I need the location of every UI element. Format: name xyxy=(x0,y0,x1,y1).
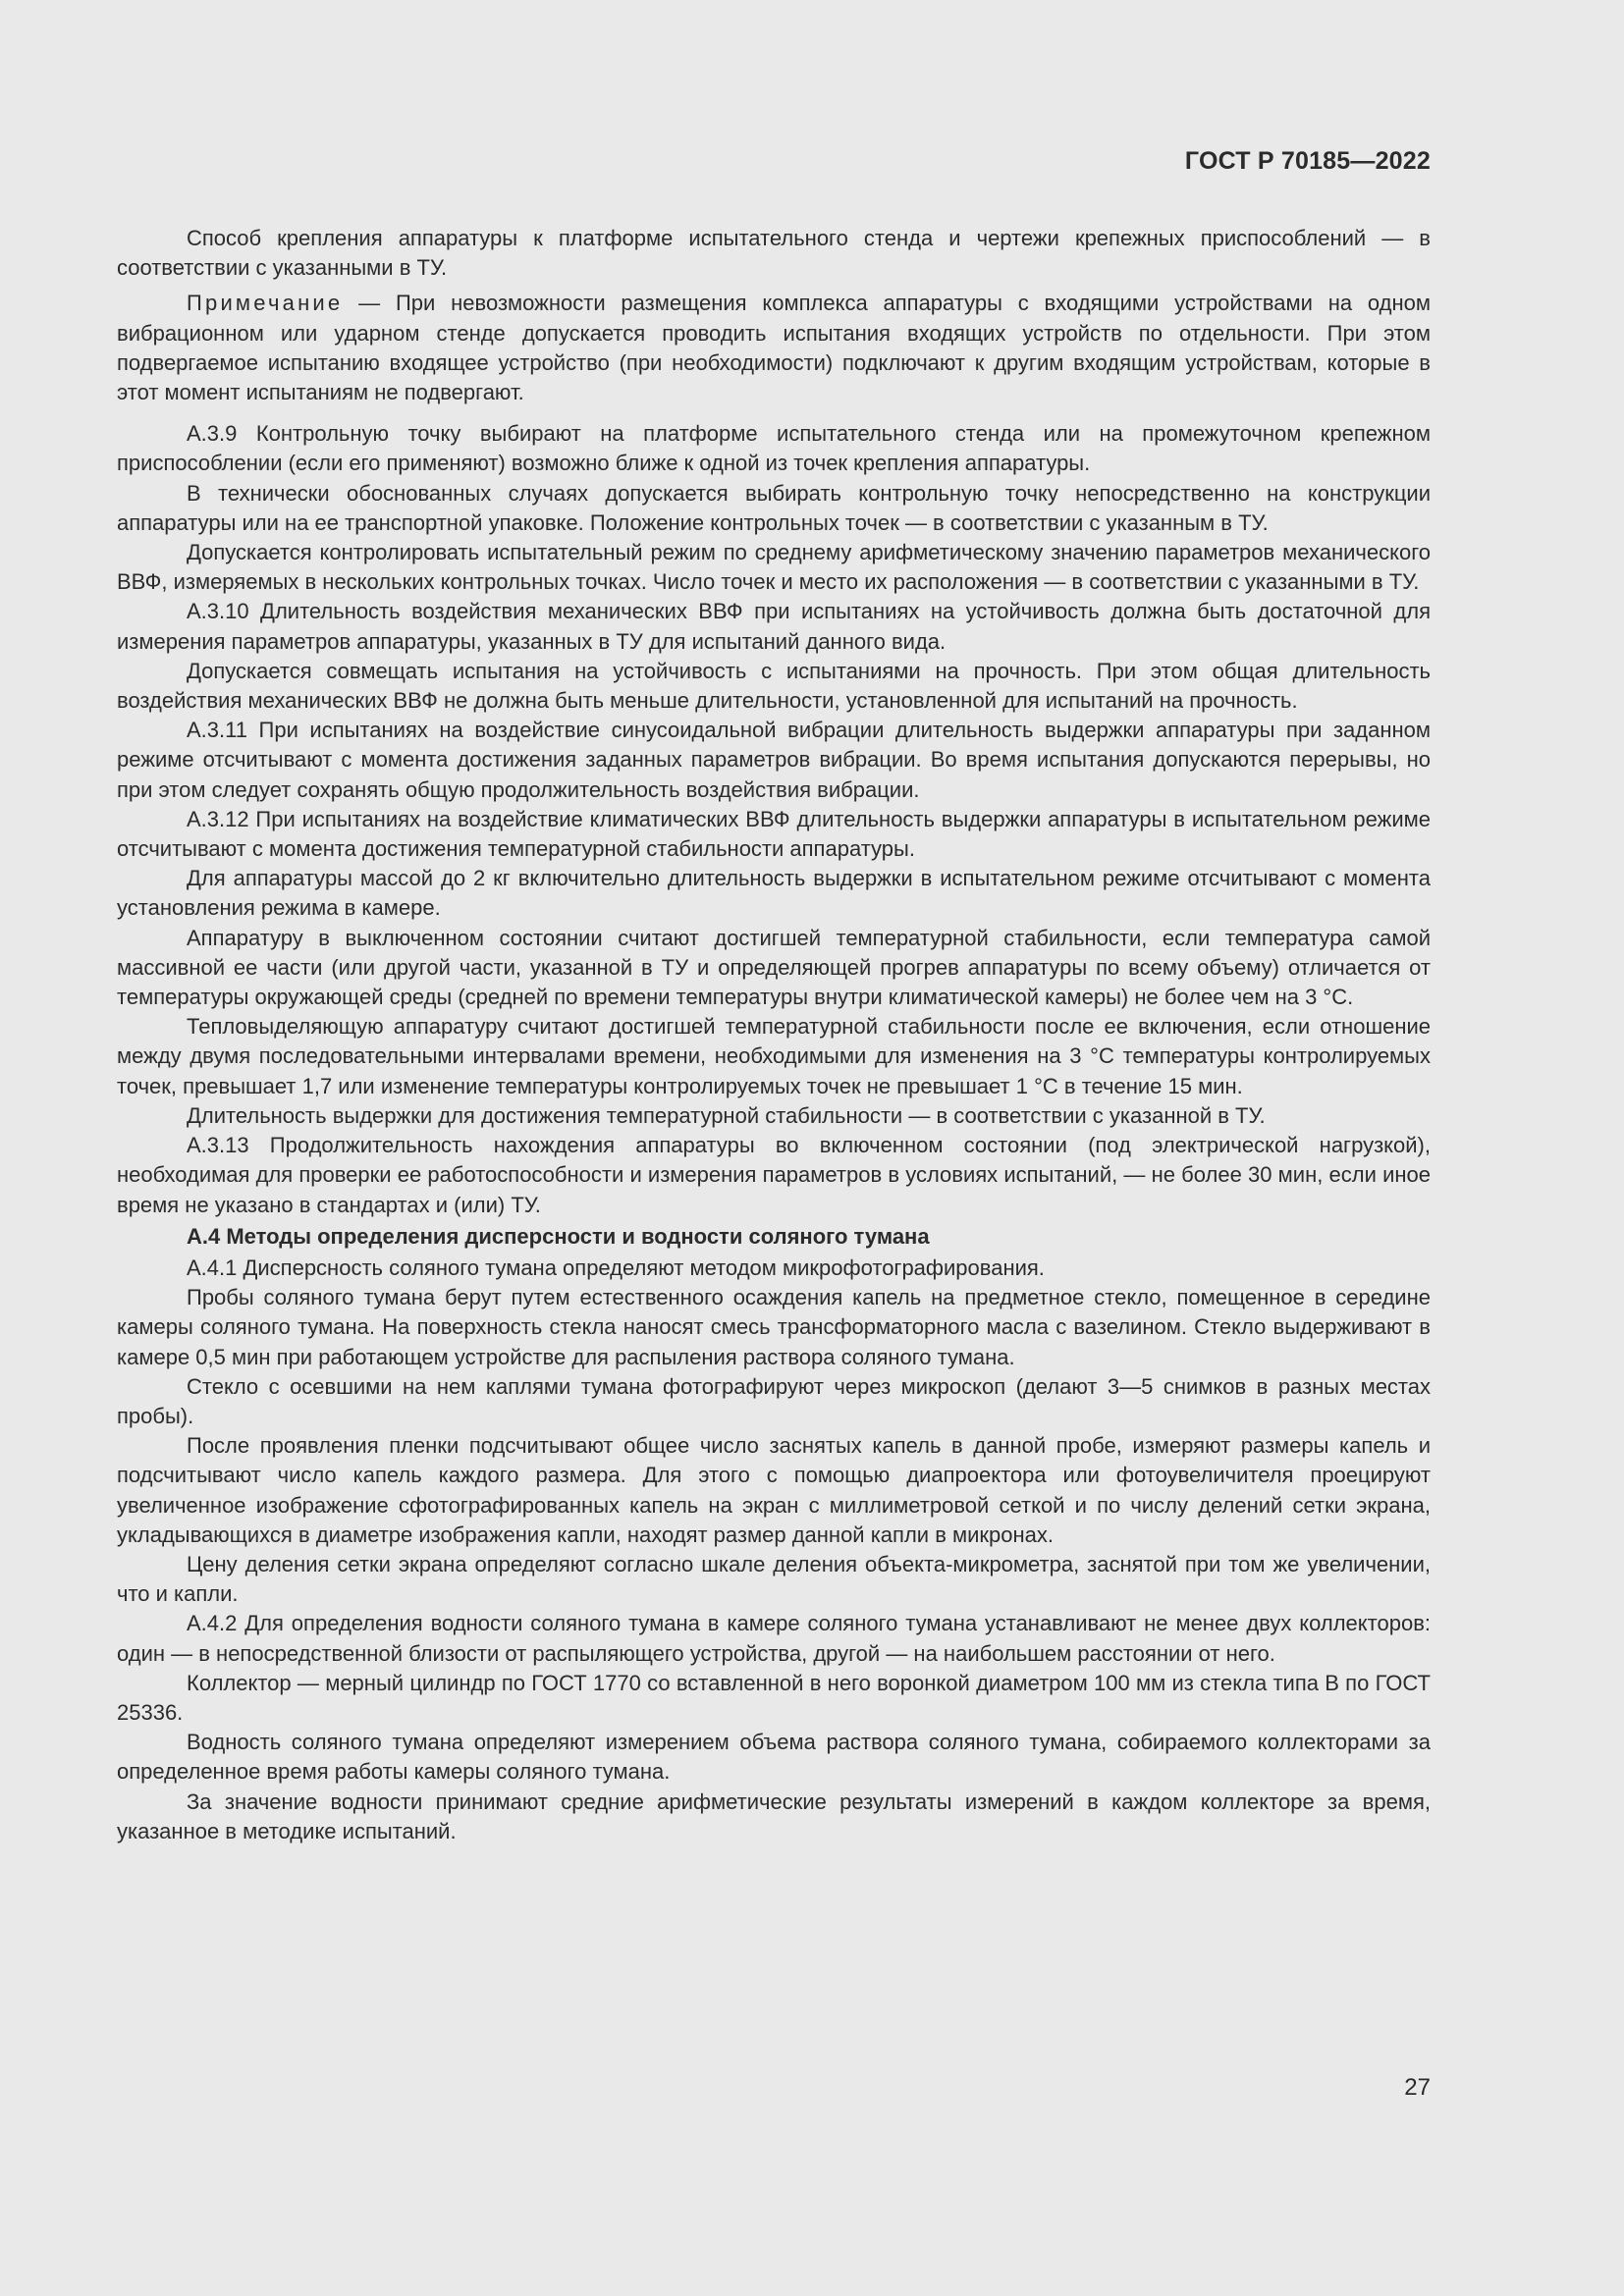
clause-a4-2: А.4.2 Для определения водности соляного тумана в камере соляного тумана устанавливают не менее двух коллекторов: один — в непосредственной близости от распыляющего устройства, другой — на наибольшем расстоянии от него. xyxy=(117,1611,1431,1666)
clause-a4-1-paragraph-5: Цену деления сетки экрана определяют согласно шкале деления объекта-микрометра, заснятой при том же увеличении, что и капли. xyxy=(117,1551,1431,1607)
note-label: Примечание xyxy=(187,291,344,316)
clause-a3-11: А.3.11 При испытаниях на воздействие синусоидальной вибрации длительность выдержки аппаратуры при заданном режиме отсчитывают с момента достижения заданных параметров вибрации. Во время испытания допускаются перерывы, но при этом следует сохранять общую продолжительность воздействия вибрации. xyxy=(117,718,1431,802)
section-a4-heading: А.4 Методы определения дисперсности и водности соляного тумана xyxy=(187,1223,930,1249)
clause-a4-1-paragraph-2: Пробы соляного тумана берут путем естественного осаждения капель на предметное стекло, помещенное в середине камеры соляного тумана. На поверхность стекла наносят смесь трансформаторного масла с вазелином. Стекло выдерживают в камере 0,5 мин при работающем устройстве для распыления раствора соляного тумана. xyxy=(117,1285,1431,1369)
clause-a4-1-paragraph-4: После проявления пленки подсчитывают общее число заснятых капель в данной пробе, измеряют размеры капель и подсчитывают число капель каждого размера. Для этого с помощью диапроектора или фотоувеличителя проецируют увеличенное изображение сфотографированных капель на экран с миллиметровой сеткой и по числу делений сетки экрана, укладывающихся в диаметре изображения капли, находят размер данной капли в микронах. xyxy=(117,1433,1431,1547)
mounting-paragraph: Способ крепления аппаратуры к платформе испытательного стенда и чертежи крепежных приспособлений — в соответствии с указанными в ТУ. xyxy=(117,226,1431,281)
clause-a3-12-paragraph-3: Аппаратуру в выключенном состоянии считают достигшей температурной стабильности, если температура самой массивной ее части (или другой части, указанной в ТУ и определяющей прогрев аппаратуры по всему объему) отличается от температуры окружающей среды (средней по времени температуры внутри климатической камеры) не более чем на 3 °С. xyxy=(117,925,1431,1010)
page-number: 27 xyxy=(1404,2074,1431,2101)
clause-a3-10: А.3.10 Длительность воздействия механических ВВФ при испытаниях на устойчивость должна быть достаточной для измерения параметров аппаратуры, указанных в ТУ для испытаний данного вида. xyxy=(117,599,1431,654)
document-id-header: ГОСТ Р 70185—2022 xyxy=(1184,147,1431,175)
note-paragraph xyxy=(117,289,1431,407)
clause-a3-12-paragraph-2: Для аппаратуры массой до 2 кг включительно длительность выдержки в испытательном режиме отсчитывают с момента установления режима в камере. xyxy=(117,866,1431,921)
clause-a3-12-paragraph-4: Тепловыделяющую аппаратуру считают достигшей температурной стабильности после ее включения, если отношение между двумя последовательными интервалами времени, необходимыми для изменения на 3 °С температуры контролируемых точек, превышает 1,7 или изменение температуры контролируемых точек не превышает 1 °С в течение 15 мин. xyxy=(117,1014,1431,1098)
clause-a4-2-paragraph-4: За значение водности принимают средние арифметические результаты измерений в каждом коллекторе за время, указанное в методике испытаний. xyxy=(117,1789,1431,1843)
clause-a3-9: А.3.9 Контрольную точку выбирают на платформе испытательного стенда или на промежуточном крепежном приспособлении (если его применяют) возможно ближе к одной из точек крепления аппаратуры. xyxy=(117,421,1431,476)
clause-a3-13: А.3.13 Продолжительность нахождения аппаратуры во включенном состоянии (под электрической нагрузкой), необходимая для проверки ее работоспособности и измерения параметров в условиях испытаний, — не более 30 мин, если иное время не указано в стандартах и (или) ТУ. xyxy=(117,1133,1431,1217)
clause-a3-10-paragraph-2: Допускается совмещать испытания на устойчивость с испытаниями на прочность. При этом общая длительность воздействия механических ВВФ не должна быть меньше длительности, установленной для испытаний на прочность. xyxy=(117,658,1431,714)
clause-a4-2-paragraph-2: Коллектор — мерный цилиндр по ГОСТ 1770 со вставленной в него воронкой диаметром 100 мм из стекла типа В по ГОСТ 25336. xyxy=(117,1670,1431,1725)
clause-a4-1-paragraph-3: Стекло с осевшими на нем каплями тумана фотографируют через микроскоп (делают 3—5 снимков в разных местах пробы). xyxy=(117,1373,1431,1428)
document-body xyxy=(117,224,1431,1846)
clause-a3-9-paragraph-2: В технически обоснованных случаях допускается выбирать контрольную точку непосредственно на конструкции аппаратуры или на ее транспортной упаковке. Положение контрольных точек — в соответствии с указанным в ТУ. xyxy=(117,480,1431,535)
clause-a4-2-paragraph-3: Водность соляного тумана определяют измерением объема раствора соляного тумана, собираемого коллекторами за определенное время работы камеры соляного тумана. xyxy=(117,1730,1431,1785)
control-averaging-paragraph: Допускается контролировать испытательный режим по среднему арифметическому значению параметров механического ВВФ, измеряемых в нескольких контрольных точках. Число точек и место их расположения — в соответствии с указанными в ТУ. xyxy=(117,540,1431,595)
clause-a3-12-paragraph-5: Длительность выдержки для достижения температурной стабильности — в соответствии с указанной в ТУ. xyxy=(187,1102,1266,1128)
clause-a4-1: А.4.1 Дисперсность соляного тумана определяют методом микрофотографирования. xyxy=(187,1255,1045,1280)
note-text: — При невозможности размещения комплекса аппаратуры с входящими устройствами на одном вибрационном или ударном стенде допускается проводить испытания входящих устройств по отдельности. При этом подвергаемое испытанию входящее устройство (при необходимости) подключают к другим входящим устройствам, которые в этот момент испытаниям не подвергают. xyxy=(117,291,1431,405)
clause-a3-12: А.3.12 При испытаниях на воздействие климатических ВВФ длительность выдержки аппаратуры в испытательном режиме отсчитывают с момента достижения температурной стабильности аппаратуры. xyxy=(117,806,1431,862)
